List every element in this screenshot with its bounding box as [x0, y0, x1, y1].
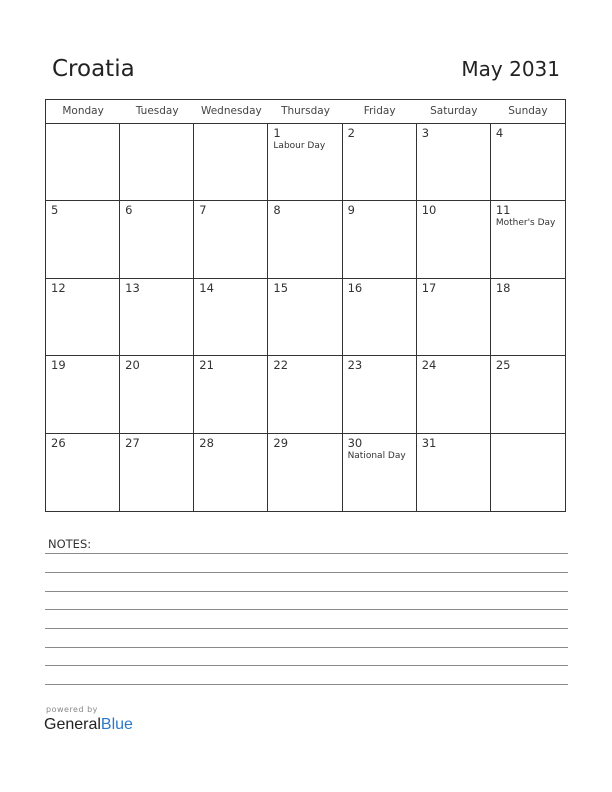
day-cell [46, 356, 120, 433]
day-cell [194, 124, 268, 201]
day-number: 2 [347, 126, 355, 140]
note-line [45, 628, 568, 629]
notes-label: NOTES: [48, 537, 92, 551]
day-number: 21 [199, 358, 214, 373]
day-cell [343, 434, 417, 511]
day-cell [268, 279, 342, 356]
day-cell [417, 201, 491, 278]
note-line [45, 647, 568, 648]
day-cell [120, 279, 194, 356]
day-cell [268, 124, 342, 201]
day-number: 1 [273, 126, 281, 140]
day-number: 20 [125, 358, 140, 373]
weekday-wednesday: Wednesday [200, 105, 262, 117]
day-cell [417, 356, 491, 433]
day-number: 15 [273, 280, 289, 295]
holiday-label: National Day [347, 450, 406, 461]
country-title: Croatia [52, 56, 135, 82]
brand-general: General [44, 716, 101, 733]
day-number: 8 [273, 203, 281, 218]
day-number: 22 [273, 358, 289, 373]
weekday-tuesday: Tuesday [135, 105, 179, 117]
note-line [45, 609, 568, 610]
day-cell [491, 201, 565, 278]
holiday-label: Labour Day [273, 141, 326, 151]
brand-blue: Blue [100, 716, 133, 733]
day-number: 28 [199, 435, 214, 450]
day-cell [417, 279, 491, 356]
day-number: 23 [347, 358, 363, 373]
day-cell [194, 434, 268, 511]
day-number: 10 [421, 203, 437, 218]
day-cell [491, 434, 565, 511]
day-number: 19 [51, 358, 66, 373]
day-number: 24 [421, 358, 437, 373]
day-cell [343, 124, 417, 201]
day-cell [194, 279, 268, 356]
day-cell [46, 201, 120, 278]
day-cell [120, 356, 194, 433]
day-cell [491, 279, 565, 356]
weekday-sunday: Sunday [508, 105, 548, 117]
day-number: 17 [421, 280, 437, 295]
day-number: 26 [51, 435, 66, 450]
day-number: 16 [347, 280, 363, 295]
weekday-thursday: Thursday [281, 105, 330, 117]
day-number: 31 [421, 435, 437, 450]
generalblue-logo[interactable] [44, 716, 133, 734]
note-line [45, 572, 568, 573]
note-line [45, 684, 568, 685]
day-cell [120, 124, 194, 201]
day-number: 29 [273, 435, 289, 450]
weekday-header [46, 100, 565, 124]
day-cell [491, 124, 565, 201]
day-cell [417, 434, 491, 511]
day-cell [46, 434, 120, 511]
day-grid [46, 124, 565, 511]
day-cell [46, 279, 120, 356]
note-line [45, 553, 568, 554]
day-number: 9 [347, 203, 355, 218]
weekday-saturday: Saturday [430, 105, 478, 117]
weekday-monday: Monday [62, 105, 104, 117]
day-cell [343, 279, 417, 356]
day-cell [268, 434, 342, 511]
day-cell [46, 124, 120, 201]
day-number: 27 [125, 435, 140, 450]
day-cell [120, 434, 194, 511]
day-number: 14 [199, 280, 214, 295]
day-cell [194, 201, 268, 278]
day-cell [491, 356, 565, 433]
day-cell [268, 356, 342, 433]
day-cell [343, 356, 417, 433]
day-number: 4 [495, 126, 504, 140]
day-cell [417, 124, 491, 201]
day-number: 25 [495, 358, 511, 373]
day-number: 18 [495, 280, 511, 295]
day-number: 6 [125, 203, 133, 218]
month-title: May 2031 [461, 57, 560, 81]
day-cell [343, 201, 417, 278]
powered-by-text: powered by [46, 705, 98, 714]
day-number: 12 [51, 280, 66, 295]
day-cell [120, 201, 194, 278]
day-cell [194, 356, 268, 433]
day-number: 13 [125, 280, 140, 295]
day-number: 11 [495, 203, 511, 218]
holiday-label: Mother's Day [495, 218, 556, 229]
day-cell [268, 201, 342, 278]
weekday-friday: Friday [363, 105, 396, 117]
day-number: 5 [51, 203, 59, 218]
day-number: 7 [199, 203, 207, 218]
day-number: 30 [347, 435, 363, 450]
calendar-grid [45, 99, 566, 512]
note-line [45, 665, 568, 666]
note-line [45, 591, 568, 592]
day-number: 3 [421, 126, 430, 140]
